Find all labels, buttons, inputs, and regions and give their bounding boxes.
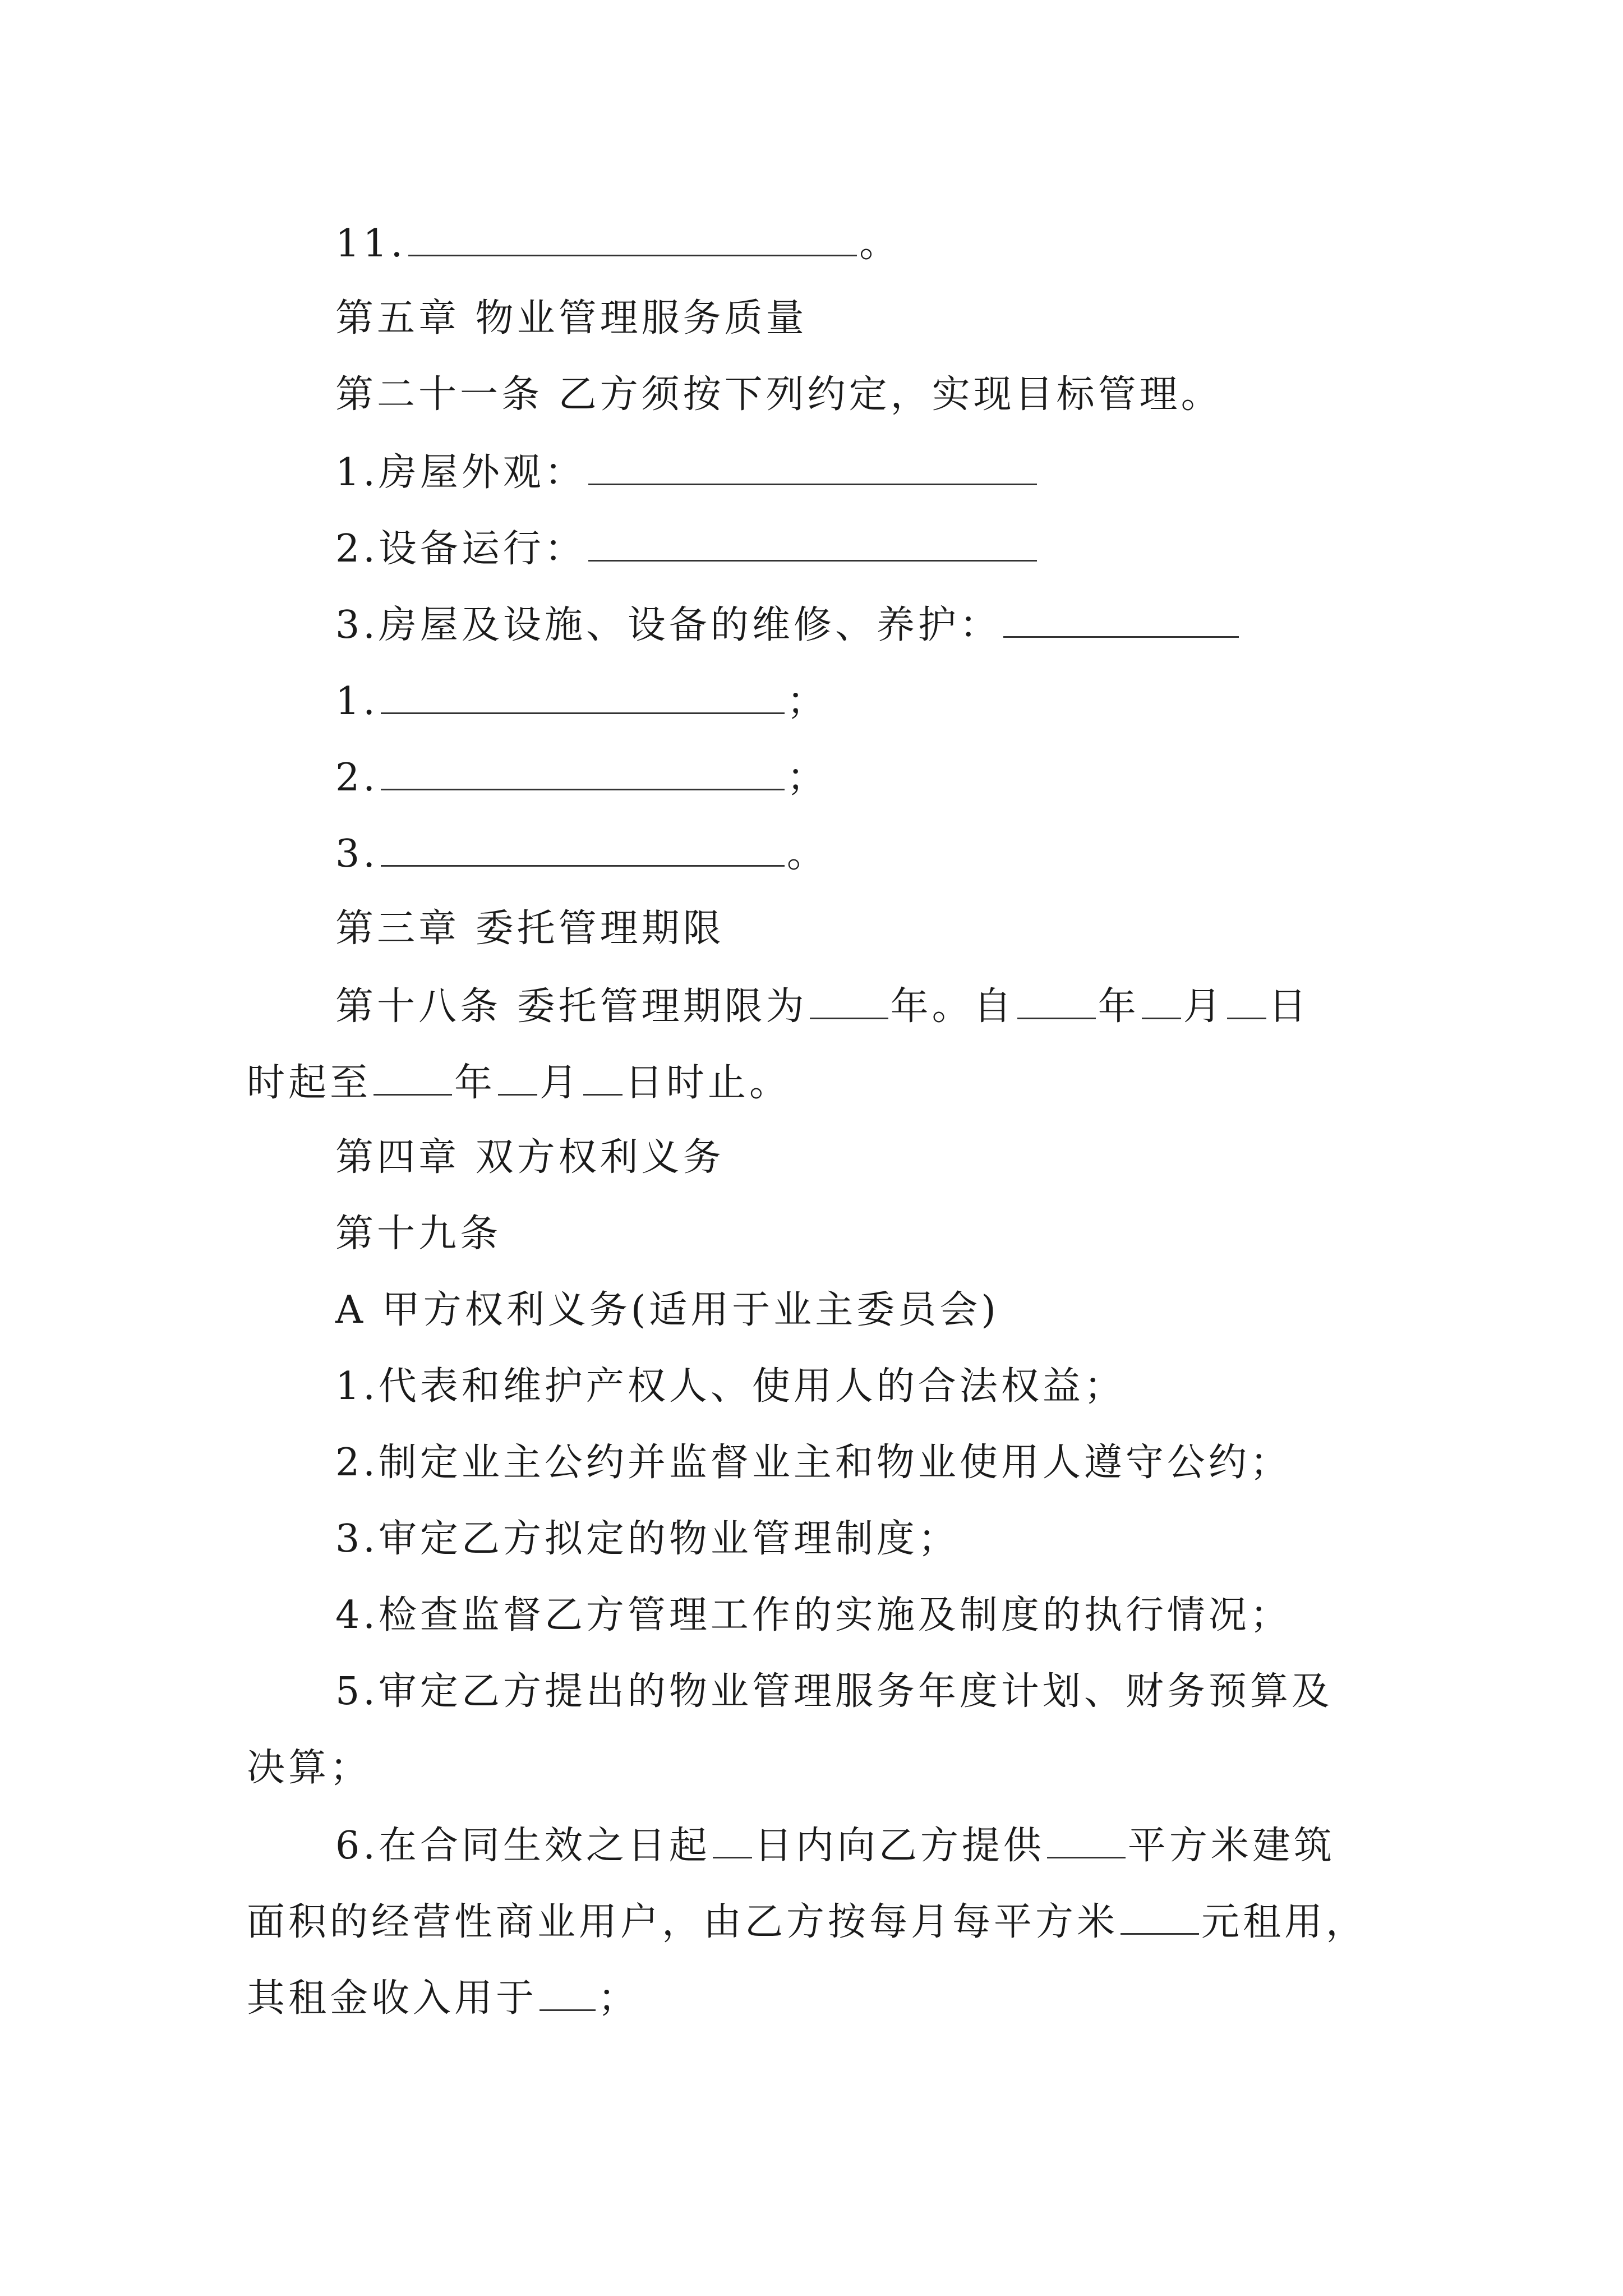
- fill-blank: [381, 678, 785, 714]
- fill-blank: [713, 1822, 752, 1858]
- item-11: [335, 220, 901, 266]
- item-equipment-operation: [335, 525, 1039, 572]
- text-run: 年: [1098, 984, 1140, 1029]
- text-run: 年: [454, 1061, 496, 1105]
- text-run: 时起至: [247, 1061, 372, 1105]
- item-end: 。: [859, 222, 901, 266]
- text-run: 6.在合同生效之日起: [335, 1824, 711, 1868]
- item-label: 1.房屋外观：: [335, 450, 586, 495]
- item-label: 2.: [335, 756, 379, 800]
- fill-blank: [1047, 1822, 1126, 1858]
- duty-item-4: 4.检查监督乙方管理工作的实施及制度的执行情况；: [335, 1593, 1292, 1637]
- item-house-appearance: [335, 449, 1039, 495]
- fill-blank: [583, 1059, 623, 1096]
- item-label: 3.: [335, 832, 379, 876]
- fill-blank: [1017, 983, 1096, 1019]
- sub-item-2: [335, 754, 828, 800]
- duty-item-1: 1.代表和维护产权人、使用人的合法权益；: [335, 1364, 1126, 1409]
- item-label: 2.设备运行：: [335, 527, 586, 571]
- fill-blank: [588, 525, 1037, 562]
- item-end: ；: [786, 679, 828, 724]
- duty-item-5-line-2: 决算；: [247, 1746, 372, 1790]
- duty-item-6-line-3: [247, 1975, 639, 2021]
- item-maintenance: [335, 601, 1241, 648]
- text-run: 元租用，: [1201, 1900, 1368, 1944]
- text-run: 其租金收入用于: [247, 1976, 538, 2021]
- fill-blank: [1142, 983, 1181, 1019]
- fill-blank: [381, 830, 785, 867]
- duty-item-2: 2.制定业主公约并监督业主和物业使用人遵守公约；: [335, 1441, 1292, 1485]
- fill-blank: [374, 1059, 452, 1096]
- sub-item-3: [335, 830, 828, 877]
- fill-blank: [1227, 983, 1266, 1019]
- duty-item-6-line-2: [247, 1898, 1367, 1945]
- fill-blank: [1003, 601, 1239, 638]
- fill-blank: [540, 1975, 596, 2011]
- fill-blank: [498, 1059, 537, 1096]
- item-end: ；: [786, 756, 828, 800]
- item-end: 。: [786, 832, 828, 876]
- text-run: 月: [540, 1061, 582, 1105]
- item-label: 3.房屋及设施、设备的维修、养护：: [335, 603, 1001, 647]
- fill-blank: [408, 220, 857, 256]
- text-run: 日时止。: [625, 1061, 791, 1105]
- text-run: 日: [1268, 984, 1310, 1029]
- text-run: 平方米建筑: [1127, 1824, 1335, 1868]
- sub-item-1: [335, 678, 828, 724]
- fill-blank: [588, 449, 1037, 485]
- fill-blank: [810, 983, 888, 1019]
- text-run: 面积的经营性商业用户，由乙方按每月每平方米: [247, 1900, 1119, 1944]
- duty-item-6-line-1: [335, 1822, 1335, 1869]
- text-run: 年。自: [890, 984, 1015, 1029]
- article-18-line-2: [247, 1059, 791, 1106]
- section-a-heading: A 甲方权利义务(适用于业主委员会): [335, 1288, 999, 1332]
- text-run: 月: [1183, 984, 1225, 1029]
- article-21: 第二十一条 乙方须按下列约定，实现目标管理。: [335, 372, 1223, 417]
- text-run: 日内向乙方提供: [754, 1824, 1045, 1868]
- chapter-heading-4: 第四章 双方权利义务: [335, 1135, 725, 1180]
- item-label: 1.: [335, 679, 379, 724]
- article-18-line-1: [335, 983, 1310, 1029]
- fill-blank: [381, 754, 785, 790]
- duty-item-5-line-1: 5.审定乙方提出的物业管理服务年度计划、财务预算及: [335, 1669, 1333, 1714]
- text-run: ；: [598, 1976, 640, 2021]
- article-19: 第十九条: [335, 1212, 502, 1256]
- fill-blank: [1121, 1898, 1199, 1935]
- chapter-heading-3: 第三章 委托管理期限: [335, 907, 725, 951]
- item-label: 11.: [335, 222, 407, 266]
- duty-item-3: 3.审定乙方拟定的物业管理制度；: [335, 1517, 960, 1561]
- text-run: 第十八条 委托管理期限为: [335, 984, 808, 1029]
- chapter-heading-5: 第五章 物业管理服务质量: [335, 296, 808, 341]
